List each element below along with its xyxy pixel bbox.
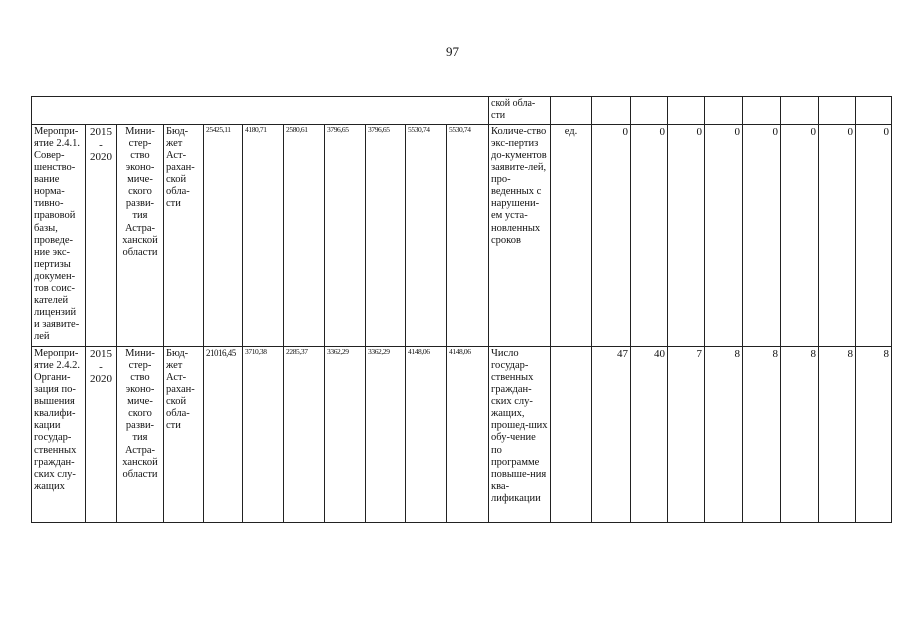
value-cell: 0	[592, 125, 631, 347]
empty-cell	[592, 97, 631, 125]
amount-cell: 3796,65	[325, 125, 366, 347]
amount-cell: 3796,65	[366, 125, 406, 347]
amount-cell: 21016,45	[204, 347, 243, 523]
amount-cell: 3362,29	[366, 347, 406, 523]
value-cell: 0	[781, 125, 819, 347]
value-cell: 8	[705, 347, 743, 523]
source-cell: Бюд-жет Аст-рахан-ской обла-сти	[164, 125, 204, 347]
amount-cell: 4180,71	[243, 125, 284, 347]
value-cell: 47	[592, 347, 631, 523]
page-number: 97	[446, 44, 459, 59]
value-cell: 40	[631, 347, 668, 523]
blank-merged-cell	[32, 97, 489, 125]
table-row	[32, 125, 892, 347]
event-cell: Меропри-ятие 2.4.2. Органи-зация по-вышения квалифи-кации государ-ственных граждан-ских слу-жащих	[32, 347, 86, 523]
source-cell: Бюд-жет Аст-рахан-ской обла-сти	[164, 347, 204, 523]
years-cell: 2015 - 2020	[86, 125, 117, 347]
indicator-cell: Количе-ство экс-пертиз до-кументов заявите-лей, про-веденных с нарушени-ем уста-новленных сроков	[489, 125, 551, 347]
value-cell: 8	[743, 347, 781, 523]
empty-cell	[551, 97, 592, 125]
table-row	[32, 347, 892, 523]
empty-cell	[743, 97, 781, 125]
value-cell: 8	[856, 347, 892, 523]
amount-cell: 4148,06	[447, 347, 489, 523]
amount-cell: 3362,29	[325, 347, 366, 523]
empty-cell	[705, 97, 743, 125]
amount-cell: 5530,74	[406, 125, 447, 347]
unit-cell: ед.	[551, 125, 592, 347]
value-cell: 0	[819, 125, 856, 347]
amount-cell: 4148,06	[406, 347, 447, 523]
amount-cell: 2285,37	[284, 347, 325, 523]
empty-cell	[631, 97, 668, 125]
value-cell: 0	[705, 125, 743, 347]
budget-table	[31, 96, 892, 523]
amount-cell: 25425,11	[204, 125, 243, 347]
empty-cell	[856, 97, 892, 125]
value-cell: 8	[819, 347, 856, 523]
table-row-continuation	[32, 97, 892, 125]
indicator-cell: Число государ-ственных граждан-ских слу-жащих, прошед-ших обу-чение по программе повыше-ния ква-лификации	[489, 347, 551, 523]
value-cell: 0	[856, 125, 892, 347]
empty-cell	[781, 97, 819, 125]
empty-cell	[668, 97, 705, 125]
years-cell: 2015 - 2020	[86, 347, 117, 523]
amount-cell: 5530,74	[447, 125, 489, 347]
amount-cell: 3710,38	[243, 347, 284, 523]
value-cell: 0	[743, 125, 781, 347]
value-cell: 0	[668, 125, 705, 347]
value-cell: 0	[631, 125, 668, 347]
value-cell: 7	[668, 347, 705, 523]
executor-cell: Мини-стер-ство эконо-миче-ского разви-тия Астра-ханской области	[117, 347, 164, 523]
event-cell: Меропри-ятие 2.4.1. Совер-шенство-вание норма-тивно-правовой базы, проведе-ние экс-пертизы докумен-тов соис-кателей лицензий и заявите-лей	[32, 125, 86, 347]
amount-cell: 2580,61	[284, 125, 325, 347]
executor-cell: Мини-стер-ство эконо-миче-ского разви-тия Астра-ханской области	[117, 125, 164, 347]
indicator-continuation: ской обла-сти	[489, 97, 551, 125]
value-cell: 8	[781, 347, 819, 523]
unit-cell	[551, 347, 592, 523]
empty-cell	[819, 97, 856, 125]
